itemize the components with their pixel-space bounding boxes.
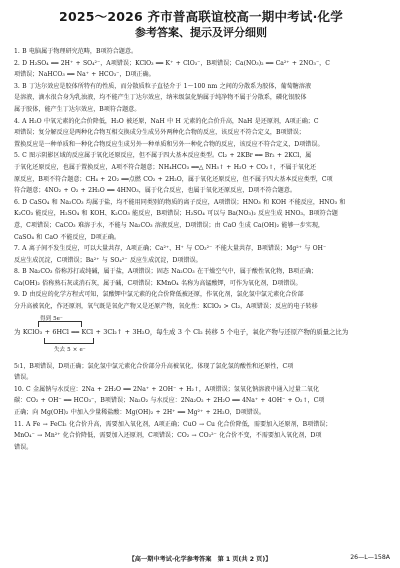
lose-electron-label: 失去 5 × e⁻ [54,346,86,353]
answer-line: 项错误；NaHCO₃ ══ Na⁺ + HCO₃⁻，D项正确。 [14,71,155,79]
answer-line: 分升高被氧化，作还原剂，氧气既是氧化产物又是还原产物，氧化性：KClO₃ > Cl₂，A项错误；反应的电子转移 [14,303,318,311]
answer-line: 原反应，B项不符合题意；CH₄ + 2O₂ ══点燃 CO₂ + 2H₂O，属于氧化还原反应，但不属于四大基本反应类型，C项 [14,175,333,183]
answer-line: 6. D CaSO₄ 和 Na₂CO₃ 均属于盐，均不能用同类别的物质的离子反应，A项错误；HNO₃ 和 KOH 不能反应，HNO₃ 和 [14,198,346,206]
answer-line: 符合题意；4NO₂ + O₂ + 2H₂O ══ 4HNO₃，属于化合反应，也属于氧化还原反应，D项不符合题意。 [14,187,296,195]
answer-line: 项错误；复分解反应是两种化合物互相交换成分生成另外两种化合物的反应，该反应不符合定义，B项错误； [14,129,305,137]
footer-code: 26—L—158A [350,554,390,561]
gain-electron-label: 得到 5e⁻ [40,315,63,322]
answer-line: 11. A Fe → FeCl₂ 化合价升高，需要加入氧化剂，A项正确；CuO → Cu 化合价降低，需要加入还原剂，B项错误； [14,420,332,428]
page-subtitle: 参考答案、提示及评分细则 [135,26,267,39]
answer-line: 10. C 金属钠与水反应：2Na + 2H₂O ══ 2Na⁺ + 2OH⁻ + H₂↑，A项错误；氢氧化钠溶液中通入过量二氧化 [14,385,320,393]
answer-line: 8. B Na₂CO₃ 俗称苏打或纯碱，属于盐，A项错误；固态 Na₂CO₃ 在干燥空气中，属于酸性氧化物，B项正确； [14,268,318,276]
answer-line: 是溶液，滴水很合身为乳浊液，均不能产生丁达尔效应，纳米级氯化钠属于纯净物不属于分散系，磷化银胶体 [14,94,307,102]
electron-transfer-diagram [14,314,388,360]
answer-list [14,46,388,453]
answer-line: 2. D H₂SO₄ ══ 2H⁺ + SO₄²⁻，A项错误；KClO₃ ══ K⁺ + ClO₃⁻，B项错误；Ca(NO₃)₂ ══ Ca²⁺ + 2NO₃⁻，C [14,59,330,67]
answer-line: 属于胶体，能产生丁达尔效应，B项符合题意。 [14,105,141,113]
answer-line: MnO₄⁻ → Mn²⁺ 化合价降低，需要加入还原剂，C项错误；CO₂ → CO₃²⁻ 化合价不变，不需要加入氧化剂，D项 [14,432,322,440]
answer-line: 3. B 丁达尔效应是胶体所特有的性质，而分散质粒子直径介于 1～100 nm 之间的分散系为胶体，葡萄糖溶液 [14,82,312,90]
answer-line: 7. A 离子间不发生反应，可以大量共存，A项正确；Ca²⁺、H⁺ 与 CO₃²⁻ 不能大量共存，B项错误；Mg²⁺ 与 OH⁻ [14,245,327,253]
answer-line: 反应生成沉淀，C项错误；Ba²⁺ 与 SO₄²⁻ 反应生成沉淀，D项错误。 [14,256,202,264]
answer-line: 9. D 由反应的化学方程式可知，氯酸钾中氯元素的化合价降低被还原，作氧化剂，氯化氢中氯元素化合价部 [14,291,304,299]
answer-line: 5. C 图示阴影区域的反应属于氧化还原反应，但不属于四大基本反应类型。Cl₂ + 2KBr ══ Br₂ + 2KCl，属 [14,152,312,160]
answer-line: 于氧化还原反应，也属于置换反应，A项不符合题意；NH₄HCO₃ ══△ NH₃↑ + H₂O + CO₂↑，不属于氧化还 [14,163,317,171]
footer-page-info: 【高一期中考试·化学参考答案 第 1 页(共 2 页)】 [128,556,272,563]
answer-line: 错误。 [14,374,33,382]
answer-line: 1. B 电脑属于物理研究范畴，B项符合题意。 [14,48,138,55]
answer-line: K₂CO₃ 能反应，H₂SO₄ 和 KOH、K₂CO₃ 能反应，B项错误；H₂SO₄ 可以与 Ba(NO₃)₂ 反应生成 HNO₃，B项符合题 [14,210,338,218]
page-footer [0,553,400,565]
answer-line: 5∶1，B项错误，D项正确；氯化氢中氯元素化合价部分升高被氧化，体现了氯化氢的酸性和还原性，C项 [14,362,294,370]
answer-line: 错误。 [14,443,33,451]
page-title: 2025～2026 齐市普高联谊校高一期中考试·化学 [59,9,343,24]
answer-line: 意，C项错误；CaCO₃ 难溶于水，不能与 Na₂CO₃ 溶液反应，D项错误；由 CaO 生成 Ca(OH)₂ 能够一步实现， [14,221,325,229]
lose-electron-bracket [44,338,94,344]
answer-line: 置换反应是一种单质和一种化合物反应生成另外一种单质和另外一种化合物的反应，该反应不符合定义，D项错误。 [14,140,324,148]
redox-equation: 为 KClO₃ + 6HCl ══ KCl + 3Cl₂↑ + 3H₂O，每生成 3 个 Cl₂ 转移 5 个电子，氧化产物与还原产物的质量之比为 [14,327,349,336]
answer-line: 正确；向 Mg(OH)₂ 中加入少量稀盐酸：Mg(OH)₂ + 2H⁺ ══ Mg²⁺ + 2H₂O，D项错误。 [14,409,265,417]
answer-line: Ca(OH)₂ 俗称熟石灰或消石灰，属于碱，C项错误；KMnO₄ 名称为高锰酸钾，可作为氧化剂，D项错误。 [14,279,302,287]
answer-line: CaSO₄ 和 CaO 不能反应，D项正确。 [14,233,121,241]
answer-line: 碳：CO₂ + OH⁻ ══ HCO₃⁻，B项错误；Na₂O₂ 与水反应：2Na₂O₂ + 2H₂O ══ 4Na⁺ + 4OH⁻ + O₂↑，C项 [14,397,325,405]
answer-line: 4. A H₂O 中氧元素的化合价降低，H₂O 被还原，NaH 中 H 元素的化合价升高，NaH 是还原剂，A项正确；C [14,117,319,125]
